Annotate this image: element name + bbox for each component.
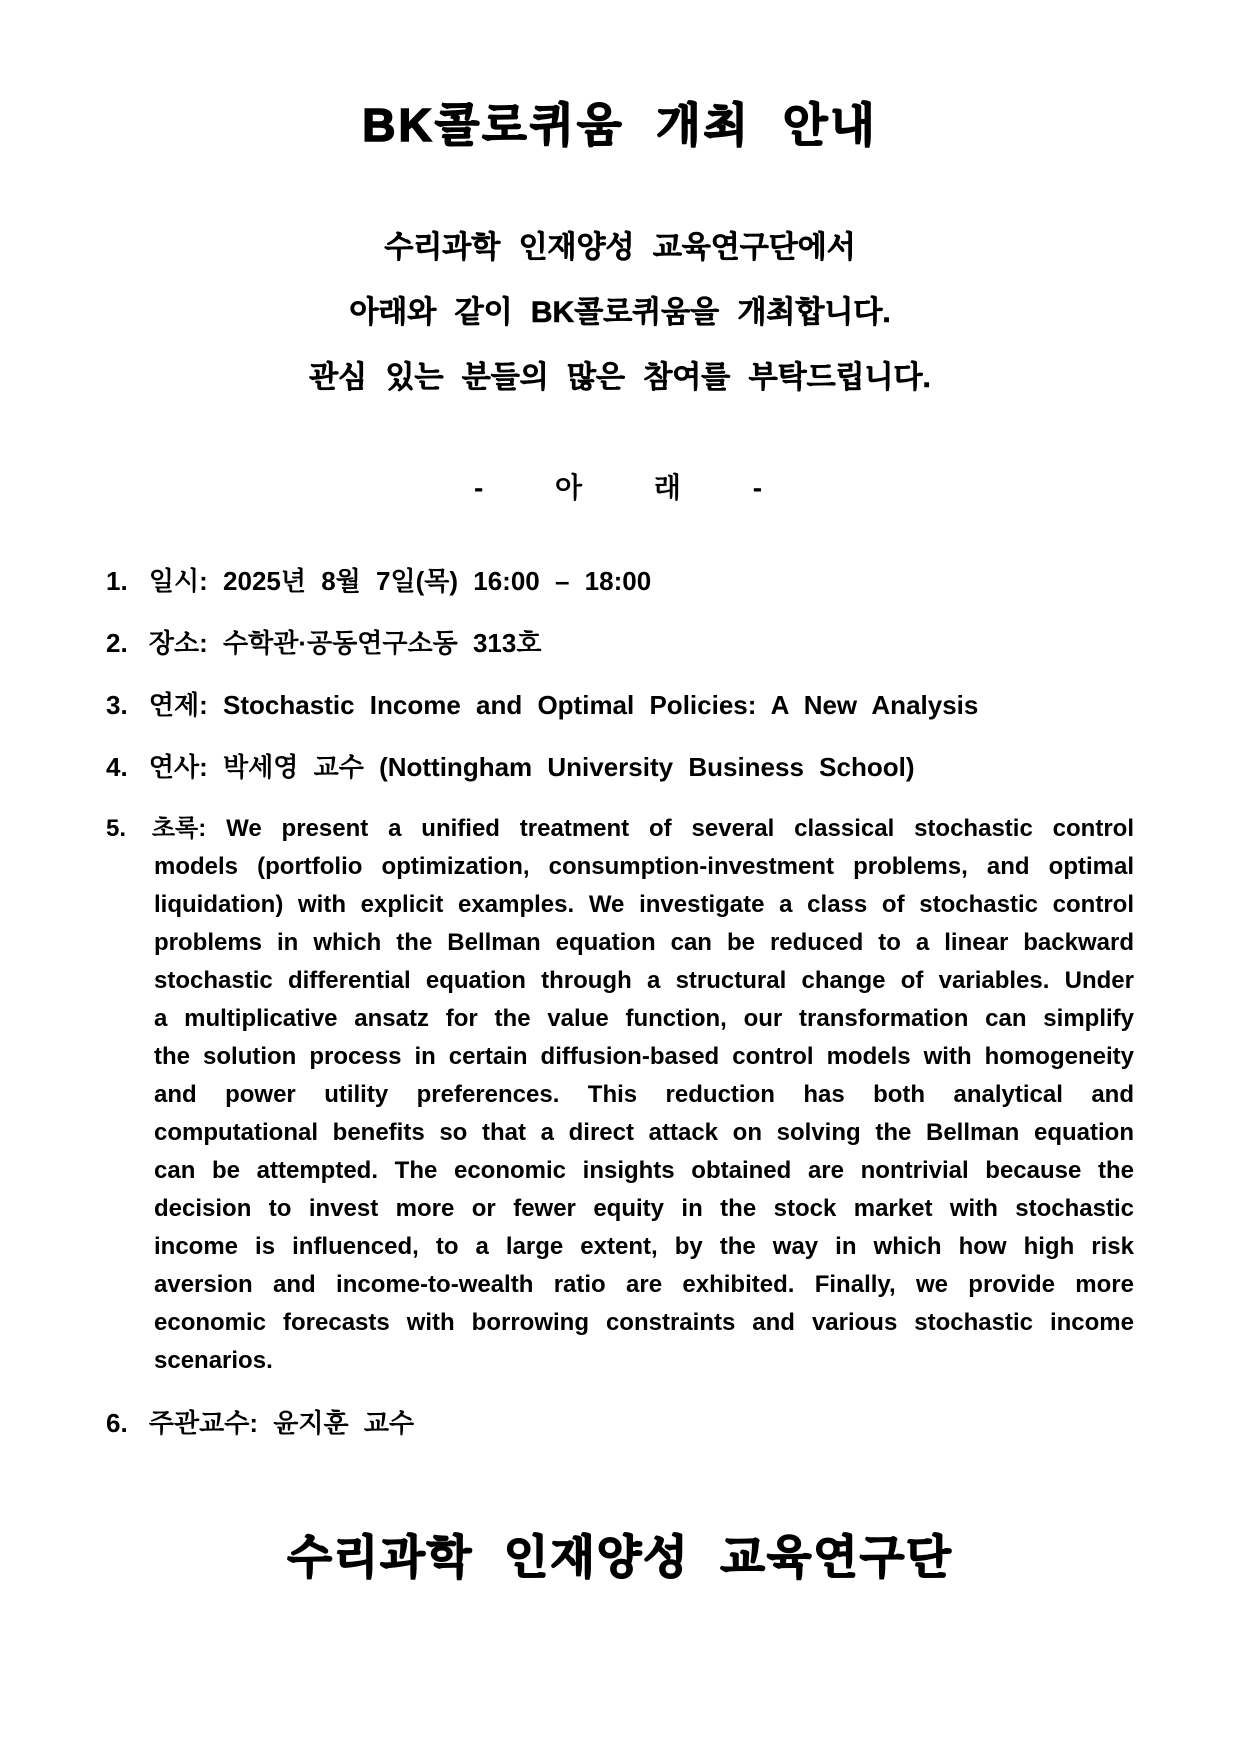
item-text: Stochastic Income and Optimal Policies: A New Analysis: [223, 690, 979, 721]
detail-list: [106, 562, 1134, 1442]
list-item-abstract: [106, 810, 1134, 1380]
item-text: 박세영 교수 (Nottingham University Business School): [223, 752, 915, 783]
item-label: 장소:: [148, 628, 208, 659]
footer-org-name: 수리과학 인재양성 교육연구단: [287, 1531, 953, 1584]
page-title: BK콜로퀴움 개최 안내: [362, 99, 878, 151]
item-label: 연제:: [148, 690, 208, 721]
item-label: 주관교수:: [148, 1408, 259, 1439]
item-text: 수학관·공동연구소동 313호: [223, 628, 542, 659]
intro-line-2: 아래와 같이 BK콜로퀴움을 개최합니다.: [349, 296, 891, 330]
list-item-topic: [106, 686, 1134, 724]
intro-line-3: 관심 있는 분들의 많은 참여를 부탁드립니다.: [309, 361, 931, 395]
section-divider: - 아 래 -: [473, 472, 767, 504]
item-text: We present a unified treatment of several classical stochastic control models (portfolio optimization, consumption-investment problems, and optimal liquidation) with explicit examples. We investigate a class of stochastic control problems in which the Bellman equation can be reduced to a linear backward stochastic differential equation through a structural change of variables. Under a multiplicative ansatz for the value function, our transformation can simplify the solution process in certain diffusion-based control models with homogeneity and power utility preferences. This reduction has both analytical and computational benefits so that a direct attack on solving the Bellman equation can be attempted. The economic insights obtained are nontrivial because the decision to invest more or fewer equity in the stock market with stochastic income is influenced, to a large extent, by the way in which how high risk aversion and income-to-wealth ratio are exhibited. Finally, we provide more economic forecasts with borrowing constraints and various stochastic income scenarios.: [154, 815, 1134, 1375]
item-number: 5.: [106, 815, 127, 843]
item-number: 6.: [106, 1408, 128, 1439]
item-label: 일시:: [148, 566, 208, 597]
item-label: 초록:: [151, 815, 207, 843]
intro-line-1: 수리과학 인재양성 교육연구단에서: [384, 231, 856, 265]
item-number: 4.: [106, 752, 128, 783]
list-item-organizer: [106, 1404, 1134, 1442]
list-item-date: [106, 562, 1134, 600]
intro-block: [106, 215, 1134, 410]
list-item-venue: [106, 624, 1134, 662]
list-item-speaker: [106, 748, 1134, 786]
item-text: 2025년 8월 7일(목) 16:00 – 18:00: [223, 566, 652, 597]
item-number: 2.: [106, 628, 128, 659]
item-label: 연사:: [148, 752, 208, 783]
item-text: 윤지훈 교수: [273, 1408, 415, 1439]
item-number: 3.: [106, 690, 128, 721]
item-number: 1.: [106, 566, 128, 597]
